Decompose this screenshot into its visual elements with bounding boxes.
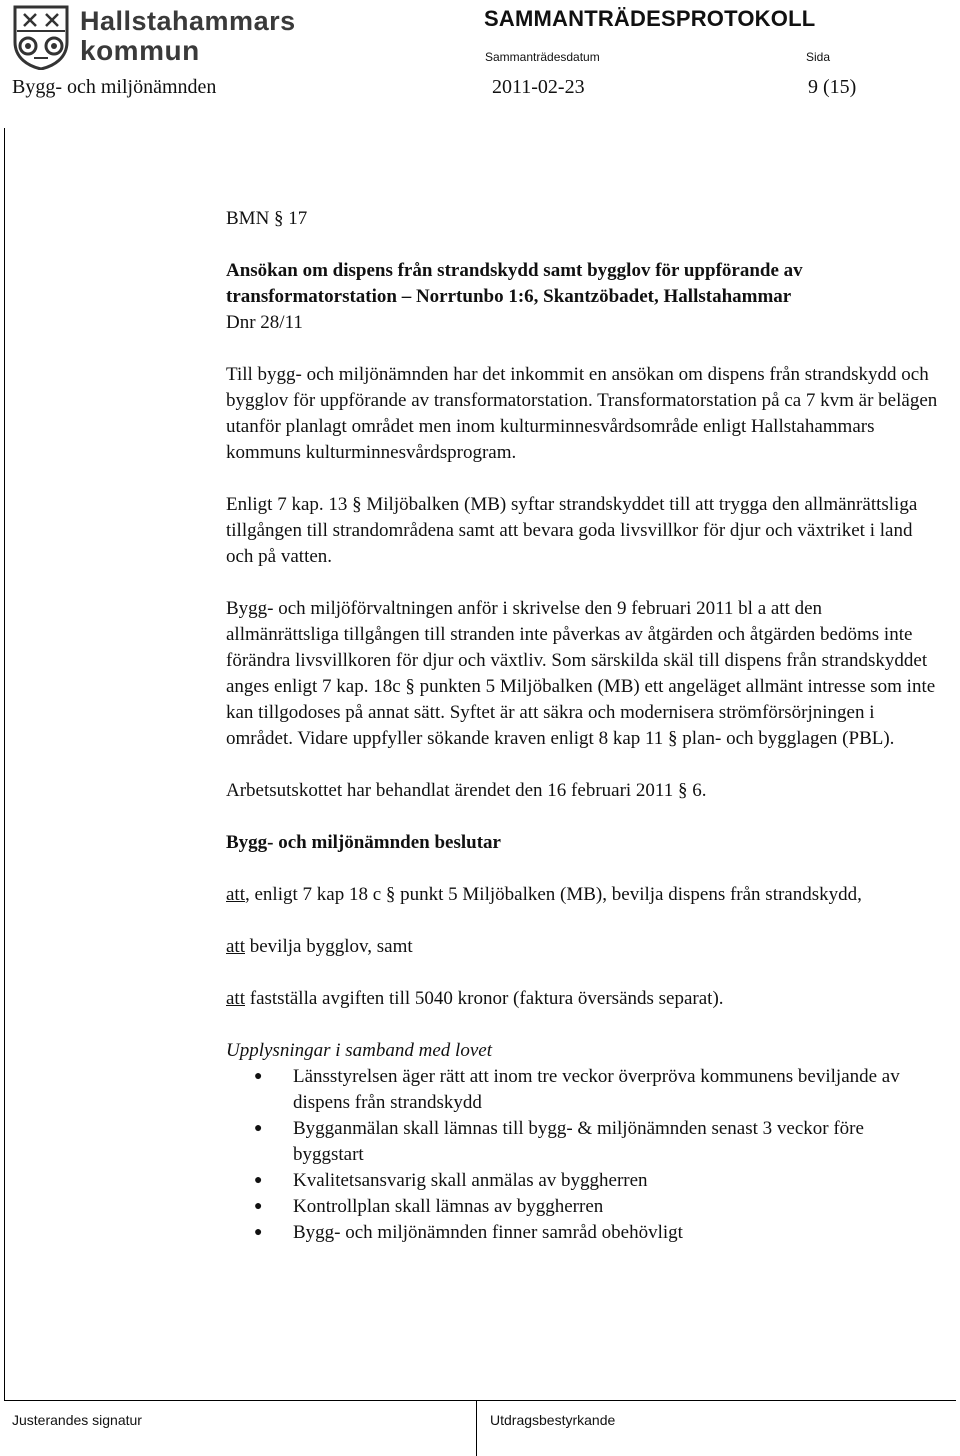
body-paragraph-3: Bygg- och miljöförvaltningen anför i skrivelse den 9 februari 2011 bl a att den allmänrättsliga tillgången till stranden inte påverkas av åtgärden och åtgärden bedöms inte förändra livsvillkoren för djur och växtliv. Som särskilda skäl till dispens från strandskyddet anges enligt 7 kap. 18c § punkten 5 Miljöbalken (MB) ett angeläget allmänt intresse som inte kan tillgodoses på annat sätt. Syftet är att säkra och modernisera strömförsörjningen i området. Vidare uppfyller sökande kraven enligt 8 kap 11 § plan- och bygglagen (PBL). <box>226 598 936 749</box>
body-paragraph-2: Enligt 7 kap. 13 § Miljöbalken (MB) syftar strandskyddet till att trygga den allmänrättsliga tillgången till strandområdena samt att bevara goda livsvillkor för djur och växtriket i land och på vatten. <box>226 494 918 567</box>
decision-item <box>226 986 938 1012</box>
decision-text: , enligt 7 kap 18 c § punkt 5 Miljöbalken (MB), bevilja dispens från strandskydd, <box>245 884 862 905</box>
body-paragraph-1: Till bygg- och miljönämnden har det inkommit en ansökan om dispens från strandskydd och bygglov för uppförande av transformatorstation. Transformatorstation på ca 7 kvm är belägen utanför planlagt området men inom kulturminnesvårdsområde enligt Hallstahammars kommuns kulturminnesvårdsprogram. <box>226 364 938 463</box>
signature-field-label: Justerandes signatur <box>12 1412 142 1428</box>
decision-item <box>226 934 938 960</box>
meeting-date-label: Sammanträdesdatum <box>485 50 600 64</box>
case-title <box>226 258 938 310</box>
footer-rule <box>4 1400 956 1401</box>
document-type: SAMMANTRÄDESPROTOKOLL <box>484 6 816 31</box>
extract-certification-label: Utdragsbestyrkande <box>490 1412 616 1428</box>
info-list <box>226 1064 938 1246</box>
meeting-date: 2011-02-23 <box>492 76 585 98</box>
list-item: ● Kvalitetsansvarig skall anmälas av byggherren <box>226 1168 938 1194</box>
list-item: ● Bygganmälan skall lämnas till bygg- & miljönämnden senast 3 veckor före byggstart <box>226 1116 938 1168</box>
decision-text: bevilja bygglov, samt <box>245 936 413 957</box>
footer-divider <box>476 1400 477 1456</box>
decision-att: att <box>226 988 245 1009</box>
municipality-name <box>80 6 296 66</box>
minutes-content <box>226 206 938 1246</box>
decision-item <box>226 882 938 908</box>
body-paragraph-4: Arbetsutskottet har behandlat ärendet den 16 februari 2011 § 6. <box>226 780 707 801</box>
municipality-name-line1: Hallstahammars <box>80 6 296 36</box>
case-title-line2: transformatorstation – Norrtunbo 1:6, Skantzöbadet, Hallstahammar <box>226 286 792 307</box>
case-title-line1: Ansökan om dispens från strandskydd samt bygglov för uppförande av <box>226 260 803 281</box>
list-item: ● Länsstyrelsen äger rätt att inom tre veckor överpröva kommunens beviljande av dispens från strandskydd <box>226 1064 938 1116</box>
page-label: Sida <box>806 50 831 64</box>
list-item: ● Bygg- och miljönämnden finner samråd obehövligt <box>226 1220 938 1246</box>
decision-att: att <box>226 936 245 957</box>
page-number: 9 (15) <box>808 76 857 98</box>
decision-text: fastställa avgiften till 5040 kronor (faktura översänds separat). <box>245 988 724 1009</box>
paragraph-id: BMN § 17 <box>226 208 308 229</box>
municipality-logo <box>12 4 296 70</box>
case-number: Dnr 28/11 <box>226 312 303 333</box>
coat-of-arms-icon <box>12 4 70 70</box>
margin-rule <box>4 128 5 1400</box>
municipality-name-line2: kommun <box>80 35 200 66</box>
committee-name: Bygg- och miljönämnden <box>12 76 217 98</box>
decision-heading: Bygg- och miljönämnden beslutar <box>226 832 501 853</box>
info-heading: Upplysningar i samband med lovet <box>226 1040 492 1061</box>
decision-att: att <box>226 884 245 905</box>
list-item: ● Kontrollplan skall lämnas av byggherren <box>226 1194 938 1220</box>
